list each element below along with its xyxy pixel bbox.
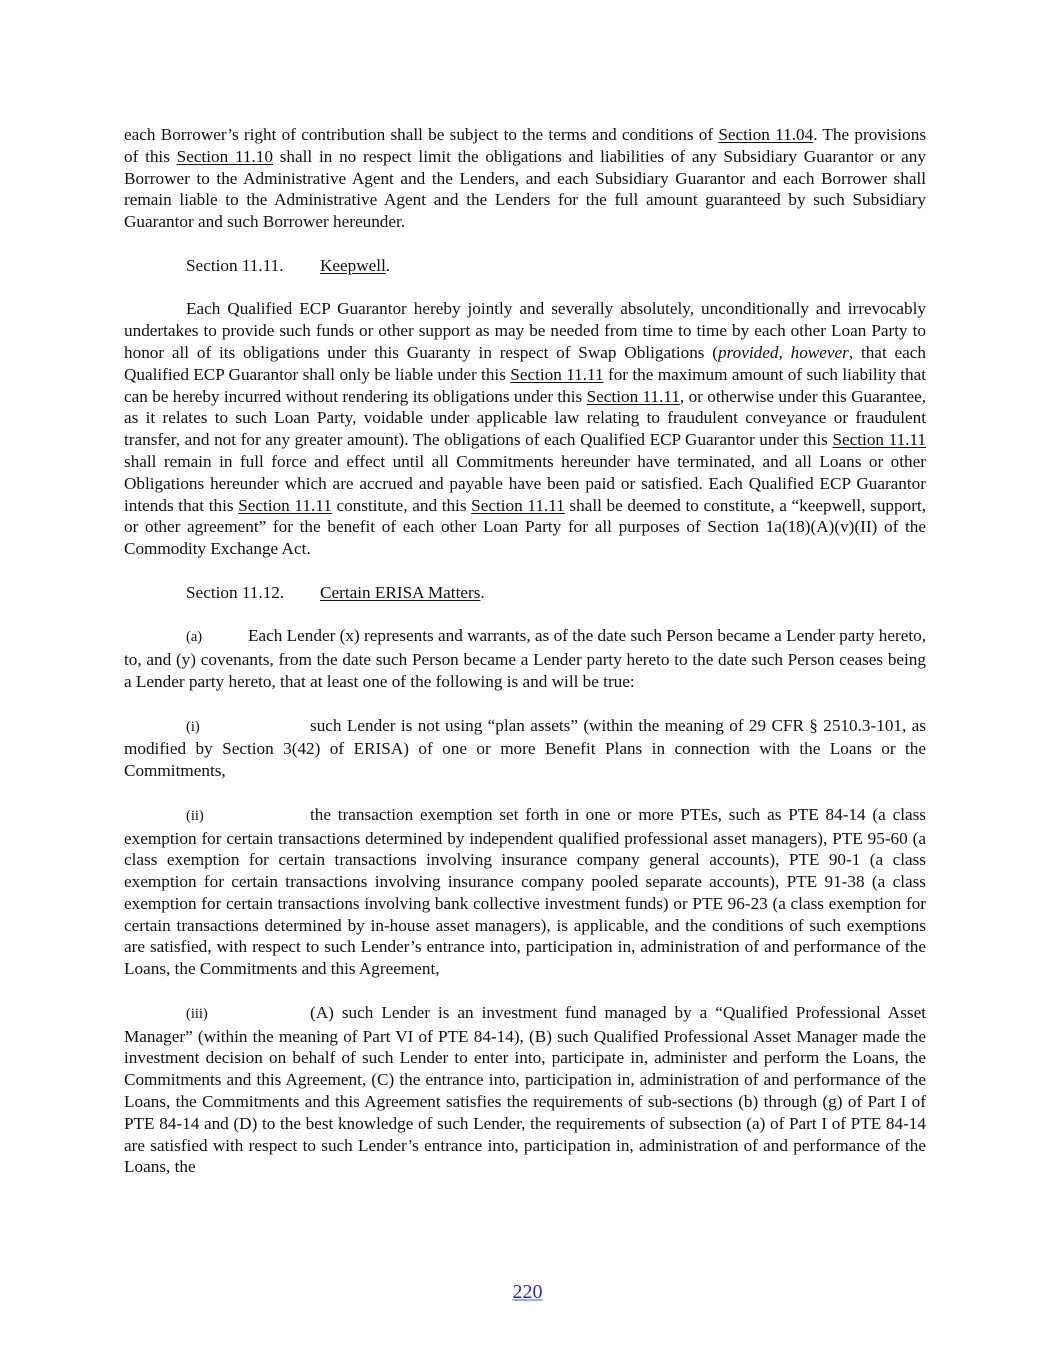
section-reference-link[interactable]: Section 11.11 — [586, 386, 680, 406]
clause-text: Each Lender (x) represents and warrants, as of the date such Person became a Lender party hereto, to, and (y) covenants, from the date such Person became a Lender party hereto to the date such Person ceases being a Lender party hereto, that at least one of the following is and will be true: — [124, 626, 926, 691]
section-reference-link[interactable]: Section 11.11 — [471, 495, 565, 515]
section-heading-11-12: Section 11.12. Certain ERISA Matters. — [186, 582, 485, 602]
section-reference-link[interactable]: Section 11.11 — [238, 495, 332, 515]
section-number: Section 11.12. — [186, 582, 285, 602]
section-title: Certain ERISA Matters — [320, 582, 481, 602]
paragraph-contribution: each Borrower’s right of contribution shall be subject to the terms and conditions of Section 11.04. The provisions of this Section 11.10 shall in no respect limit the obligations and liabilities of any Subsidiary Guarantor or any Borrower to the Administrative Agent and the Lenders, and each Subsidiary Guarantor and each Borrower shall remain liable to the Administrative Agent and the Lenders for the full amount guaranteed by such Subsidiary Guarantor and such Borrower hereunder. — [124, 125, 927, 232]
section-reference-link[interactable]: Section 11.11 — [832, 430, 927, 450]
spacer — [124, 560, 926, 582]
clause-ii — [124, 804, 926, 980]
spacer — [124, 693, 926, 715]
section-reference-link[interactable]: Section 11.10 — [176, 146, 273, 166]
clause-text: such Lender is not using “plan assets” (within the meaning of 29 CFR § 2510.3-101, as modified by Section 3(42) of ERISA) of one or more Benefit Plans in connection with the Loans or the Commitments, — [124, 715, 926, 781]
clause-text: the transaction exemption set forth in one or more PTEs, such as PTE 84-14 (a class exemption for certain transactions determined by independent qualified professional asset managers), PTE 95-60 (a class exemption for certain transactions involving insurance company general accounts), PTE 90-1 (a class exemption for certain transactions involving insurance company pooled separate accounts), PTE 91-38 (a class exemption for certain transactions involving bank collective investment funds) or PTE 96-23 (a class exemption for certain transactions determined by in-house asset managers), is applicable, and the conditions of such exemptions are satisfied, with respect to such Lender’s entrance into, participation in, administration of and performance of the Loans, the Commitments and this Agreement, — [124, 804, 926, 979]
spacer — [124, 604, 926, 626]
clause-label: (iii) — [186, 1005, 208, 1022]
clause-iii — [124, 1002, 926, 1178]
paragraph-keepwell: Each Qualified ECP Guarantor hereby jointly and severally absolutely, unconditionally and irrevocably undertakes to provide such funds or other support as may be needed from time to time by each other Loan Party to honor all of its obligations under this Guaranty in respect of Swap Obligations (provided, however, that each Qualified ECP Guarantor shall only be liable under this Section 11.11 for the maximum amount of such liability that can be hereby incurred without rendering its obligations under this Section 11.11, or otherwise under this Guarantee, as it relates to such Loan Party, voidable under applicable law relating to fraudulent conveyance or fraudulent transfer, and not for any greater amount). The obligations of each Qualified ECP Guarantor under this Section 11.11 shall remain in full force and effect until all Commitments hereunder have terminated, and all Loans or other Obligations hereunder which are accrued and payable have been paid or satisfied. Each Qualified ECP Guarantor intends that this Section 11.11 constitute, and this Section 11.11 shall be deemed to constitute, a “keepwell, support, or other agreement” for the benefit of each other Loan Party for all purposes of Section 1a(18)(A)(v)(II) of the Commodity Exchange Act. — [124, 299, 927, 559]
clause-i — [124, 715, 926, 782]
clause-text: (A) such Lender is an investment fund managed by a “Qualified Professional Asset Manager” (within the meaning of Part VI of PTE 84-14), (B) such Qualified Professional Asset Manager made the investment decision on behalf of such Lender to enter into, participate in, administer and perform the Loans, the Commitments and this Agreement, (C) the entrance into, participation in, administration of and performance of the Loans, the Commitments and this Agreement satisfies the requirements of sub-sections (b) through (g) of Part I of PTE 84-14 and (D) to the best knowledge of such Lender, the requirements of subsection (a) of Part I of PTE 84-14 are satisfied with respect to such Lender’s entrance into, participation in, administration of and performance of the Loans, the — [124, 1002, 926, 1177]
section-title: Keepwell — [320, 255, 386, 275]
section-reference-link[interactable]: Section 11.11 — [510, 364, 604, 384]
section-number: Section 11.11. — [186, 255, 284, 275]
clause-label: (ii) — [186, 807, 204, 824]
spacer — [124, 277, 926, 299]
document-page — [124, 124, 926, 1178]
spacer — [124, 782, 926, 804]
section-heading-11-11: Section 11.11. Keepwell. — [186, 255, 391, 275]
clause-a — [124, 625, 926, 692]
clause-label: (a) — [186, 629, 203, 646]
section-reference-link[interactable]: Section 11.04 — [718, 125, 814, 144]
clause-label: (i) — [186, 718, 200, 735]
spacer — [124, 980, 926, 1002]
page-footer — [0, 1281, 1055, 1304]
spacer — [124, 233, 926, 255]
page-number-link[interactable]: 220 — [512, 1281, 543, 1303]
